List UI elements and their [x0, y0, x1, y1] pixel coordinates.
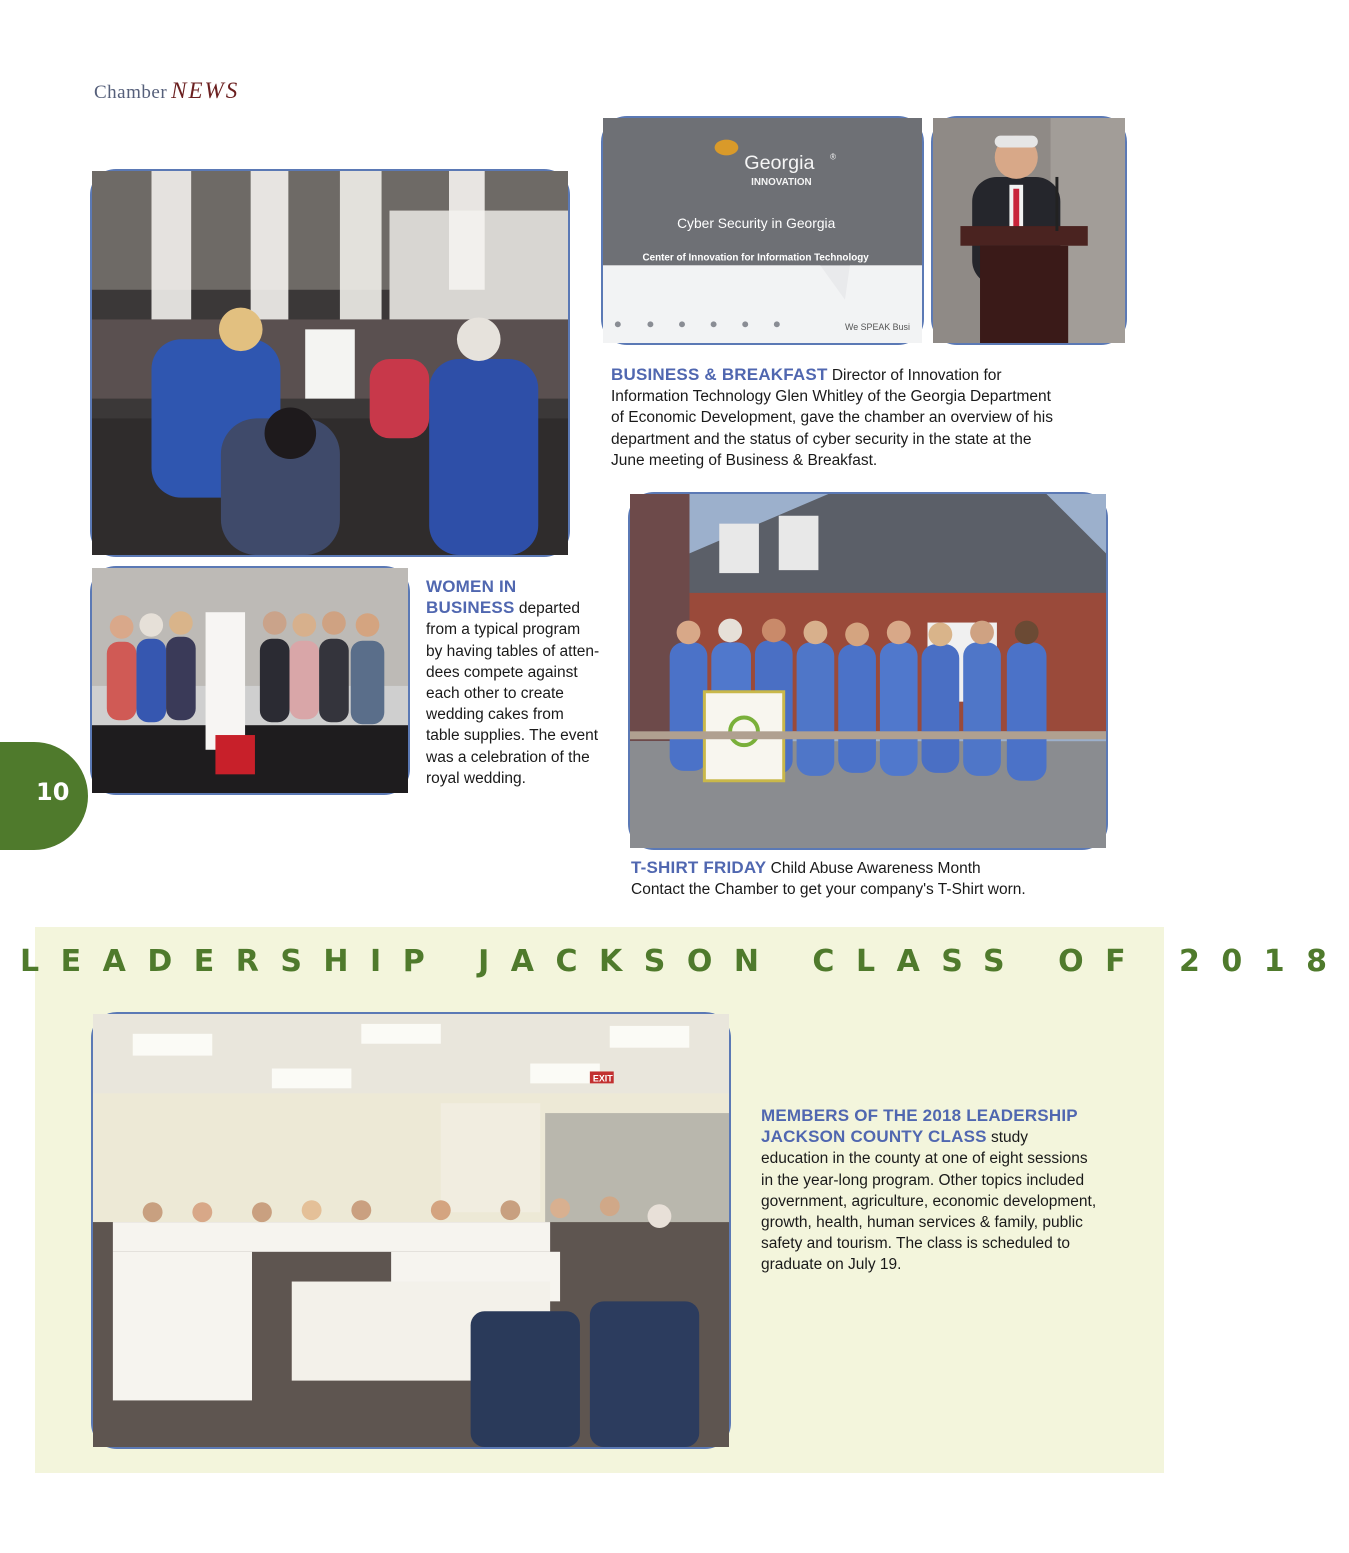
caption-line: study — [990, 1129, 1029, 1147]
caption-line: departed — [518, 600, 581, 618]
slide-subtitle: INNOVATION — [751, 176, 812, 188]
caption-line: dees compete against — [426, 663, 578, 681]
caption-line: in the year-long program. Other topics included — [761, 1171, 1085, 1189]
caption-line: government, agriculture, economic development, — [761, 1192, 1097, 1210]
caption-line: department and the status of cyber security in the state at the — [611, 430, 1032, 448]
caption-line: safety and tourism. The class is scheduled to — [761, 1235, 1071, 1253]
caption-line: June meeting of Business & Breakfast. — [611, 451, 878, 469]
caption-line: education in the county at one of eight sessions — [761, 1150, 1088, 1168]
caption-line: royal wedding. — [426, 769, 526, 787]
caption-line: each other to create — [426, 685, 564, 703]
running-header — [94, 78, 239, 104]
slide-center: Center of Innovation for Information Technology — [642, 252, 869, 264]
photo-cake-competition — [90, 169, 570, 557]
photo-tshirt-friday — [628, 492, 1108, 850]
caption-leadership — [761, 1105, 1141, 1276]
caption-tshirt-friday — [631, 857, 1151, 900]
caption-line: wedding cakes from — [426, 706, 564, 724]
caption-line: table supplies. The event — [426, 727, 599, 745]
header-news: NEWS — [171, 78, 240, 103]
slide-logo: Georgia — [744, 152, 815, 175]
exit-sign: EXIT — [592, 1073, 613, 1084]
caption-business-breakfast — [611, 364, 1111, 471]
caption-line: was a celebration of the — [426, 748, 590, 766]
header-chamber: Chamber — [94, 82, 168, 103]
slide-title: Cyber Security in Georgia — [677, 216, 836, 232]
caption-lead: JACKSON COUNTY CLASS — [761, 1127, 987, 1147]
caption-lead: T-SHIRT FRIDAY — [631, 858, 767, 877]
caption-women-in-business — [426, 576, 616, 789]
photo-georgia-slide — [601, 116, 924, 345]
caption-line: graduate on July 19. — [761, 1256, 902, 1274]
caption-line: growth, health, human services & family, public — [761, 1214, 1083, 1232]
caption-line: Information Technology Glen Whitley of the Georgia Department — [611, 388, 1051, 406]
caption-lead: BUSINESS & BREAKFAST — [611, 365, 828, 384]
caption-line: from a typical program — [426, 621, 581, 639]
caption-lead: BUSINESS — [426, 598, 515, 618]
caption-line: Child Abuse Awareness Month — [770, 860, 981, 877]
leadership-section-title: LEADERSHIP JACKSON CLASS OF 2018 — [20, 944, 1349, 979]
caption-lead: WOMEN IN — [426, 577, 517, 596]
page-number: 10 — [36, 778, 70, 806]
caption-line: by having tables of atten- — [426, 642, 600, 660]
slide-registered: ® — [830, 152, 836, 162]
slide-footer: We SPEAK Busi — [844, 322, 910, 333]
caption-line: Director of Innovation for — [831, 367, 1002, 384]
photo-women-with-cake — [90, 566, 410, 795]
photo-leadership-class — [91, 1012, 731, 1449]
photo-speaker-podium — [931, 116, 1127, 345]
caption-line: Contact the Chamber to get your company's T-Shirt worn. — [631, 881, 1026, 899]
caption-line: of Economic Development, gave the chamber an overview of his — [611, 409, 1053, 427]
caption-lead: MEMBERS OF THE 2018 LEADERSHIP — [761, 1106, 1078, 1125]
